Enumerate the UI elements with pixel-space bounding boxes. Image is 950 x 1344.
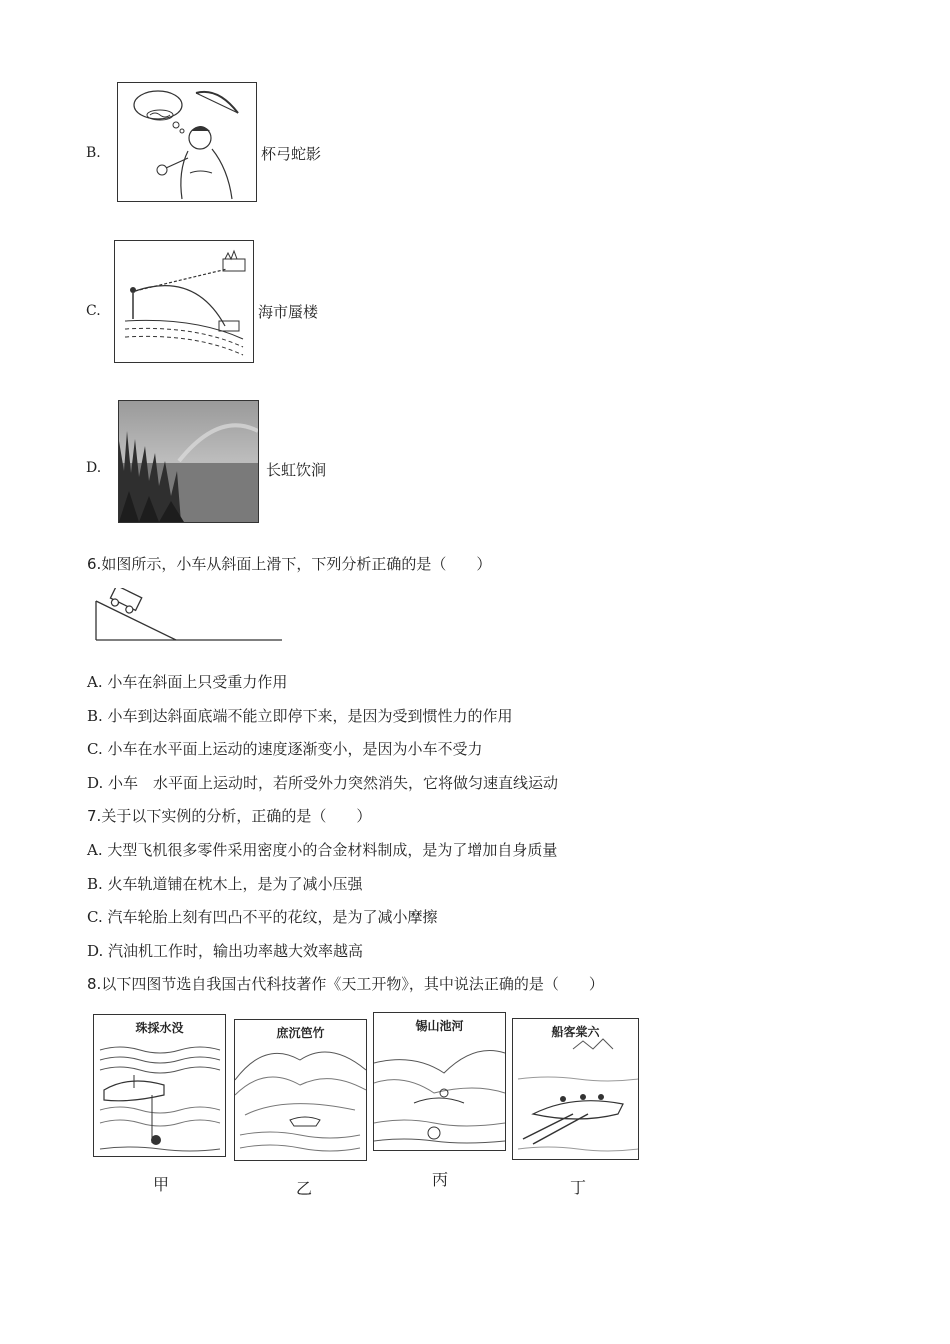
question-6-option-b: B. 小车到达斜面底端不能立即停下来，是因为受到惯性力的作用 — [87, 707, 513, 725]
option-d-photo — [118, 400, 259, 523]
q8-image-bing — [373, 1012, 506, 1151]
q8-label-jia: 甲 — [153, 1175, 170, 1194]
q8-image-bing-title: 锡山池河 — [415, 1019, 464, 1033]
question-7-stem — [87, 805, 371, 826]
option-b-caption: 杯弓蛇影 — [261, 145, 322, 163]
question-6-number: 6. — [87, 555, 102, 573]
q8-image-ding — [512, 1018, 639, 1160]
q8-image-jia-title: 珠採水没 — [135, 1021, 184, 1035]
q8-image-yi — [234, 1019, 367, 1161]
question-7-option-b: B. 火车轨道铺在枕木上，是为了减小压强 — [87, 875, 363, 893]
option-b-letter: B. — [86, 145, 101, 161]
question-7-option-c: C. 汽车轮胎上刻有凹凸不平的花纹，是为了减小摩擦 — [87, 908, 438, 926]
option-d-letter: D. — [86, 460, 102, 476]
q8-label-bing: 丙 — [432, 1170, 449, 1189]
question-7-text: 关于以下实例的分析，正确的是（ ） — [101, 807, 372, 825]
question-8-stem — [87, 973, 604, 994]
option-d-caption: 长虹饮涧 — [266, 461, 327, 479]
question-7-option-a: A. 大型飞机很多零件采用密度小的合金材料制成，是为了增加自身质量 — [87, 841, 558, 859]
option-c-caption: 海市蜃楼 — [258, 303, 319, 321]
q8-image-ding-title: 船客棠六 — [551, 1025, 600, 1039]
question-8-text: 以下四图节选自我国古代科技著作《天工开物》，其中说法正确的是（ ） — [101, 975, 604, 993]
question-6-option-c: C. 小车在水平面上运动的速度逐渐变小，是因为小车不受力 — [87, 740, 483, 758]
q8-image-yi-title: 庶沉笆竹 — [276, 1026, 325, 1040]
option-b-illustration — [117, 82, 257, 202]
question-7-option-d: D. 汽油机工作时，输出功率越大效率越高 — [87, 942, 364, 960]
question-6-text: 如图所示，小车从斜面上滑下，下列分析正确的是（ ） — [101, 555, 492, 573]
question-7-number: 7. — [87, 807, 102, 825]
option-c-illustration — [114, 240, 254, 363]
option-c-letter: C. — [86, 303, 101, 319]
question-6-stem — [87, 553, 491, 574]
q8-image-jia — [93, 1014, 226, 1157]
q8-label-yi: 乙 — [296, 1179, 313, 1198]
question-6-diagram — [90, 588, 286, 644]
q8-label-ding: 丁 — [570, 1178, 587, 1197]
question-6-option-a: A. 小车在斜面上只受重力作用 — [87, 673, 288, 691]
question-6-option-d: D. 小车 水平面上运动时，若所受外力突然消失，它将做匀速直线运动 — [87, 774, 559, 792]
question-8-number: 8. — [87, 975, 102, 993]
